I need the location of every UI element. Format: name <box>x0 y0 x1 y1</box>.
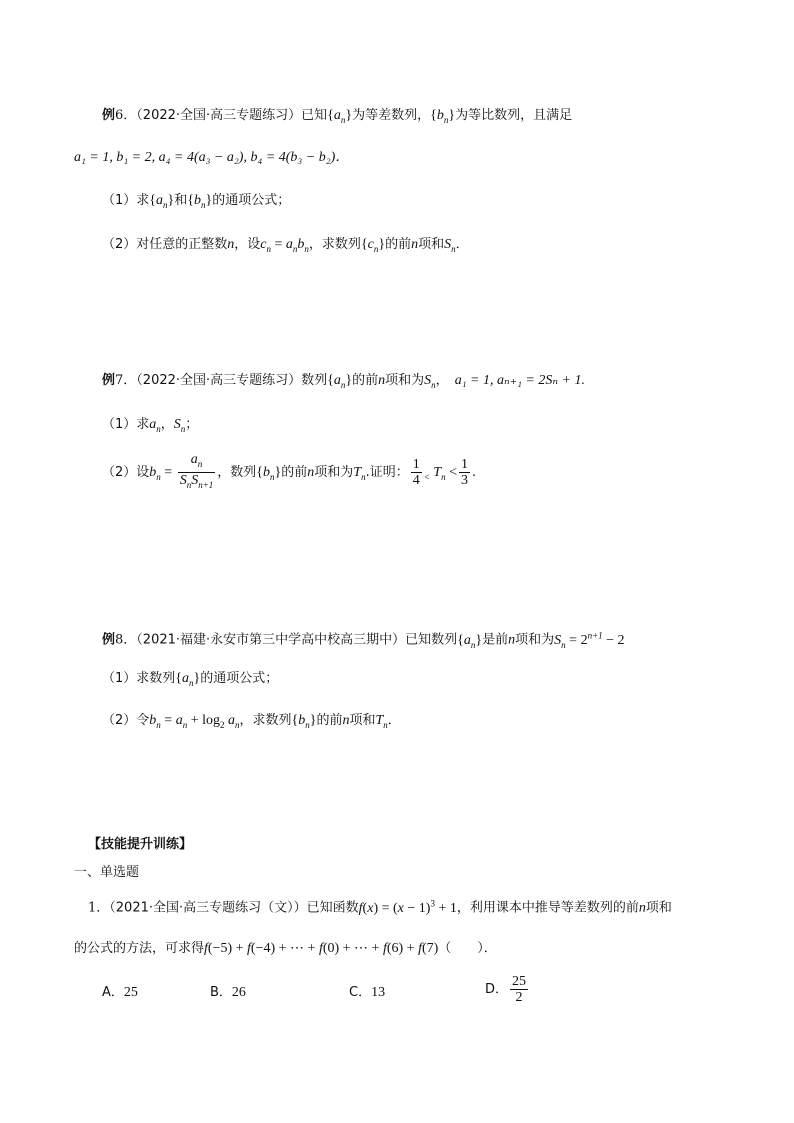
q1-option-d[interactable]: D． $\frac{25}{2}$ <box>485 974 527 1005</box>
q1-option-b[interactable]: B．26 <box>210 985 246 1000</box>
ex6-question-2: （2）对任意的正整数n，设$c_n = a_nb_n$，求数列$\{c_n\}$的前n项和$S_n$． <box>102 237 469 254</box>
ex6-source: （2022·全国·高三专题练习） <box>136 108 302 123</box>
q1-option-c[interactable]: C．13 <box>349 985 386 1000</box>
ex8-stem: 例8．（2021·福建·永安市第三中学高中校高三期中）已知数列$\{a_n\}$是前n项和为$S_n = 2^{n+1} - 2$ <box>102 630 625 650</box>
ex6-number: 6． <box>115 108 137 123</box>
ex6-condition: a₁ = 1, b₁ = 2, a₄ = 4(a₃ − a₂), b₄ = 4(b₃ − b₂)． <box>74 150 350 165</box>
ex6-label: 例 <box>102 108 116 123</box>
option-d-fraction: $\frac{25}{2}$ <box>512 974 527 1005</box>
ex7-label: 例 <box>102 373 116 388</box>
ex8-question-1: （1）求数列$\{a_n\}$的通项公式； <box>102 671 279 688</box>
ex6-question-1: （1）求$\{a_n\}$和$\{b_n\}$的通项公式； <box>102 193 291 210</box>
ex8-source: （2021·福建·永安市第三中学高中校高三期中） <box>136 632 406 648</box>
ex7-source: （2022·全国·高三专题练习） <box>136 373 302 388</box>
q1-stem-line2: 的公式的方法，可求得f(−5) + f(−4) + ⋯ + f(0) + ⋯ + f(6) + f(7)（ ）． <box>74 941 497 956</box>
q1-source: （2021·全国·高三专题练习（文）） <box>109 900 307 916</box>
ex7-condition: a₁ = 1, aₙ₊₁ = 2Sₙ + 1. <box>454 373 586 388</box>
ex6-stem: 例6．（2022·全国·高三专题练习）已知$\{a_n\}$为等差数列，$\{b_n\}$为等比数列，且满足 <box>102 108 573 125</box>
ex7-question-2: （2）设$b_n$ = $\frac{a_n}{S_nS_{n+1}}$ ，数列$\{b_n\}$的前n项和为$T_n$.证明： $\frac{1}{4}$ $_<$ $T_n$ < $\frac{1}{3}$ . <box>102 452 476 495</box>
ex7-question-1: （1）求$a_n$，$S_n$； <box>102 417 199 434</box>
q1-number: 1． <box>88 900 110 916</box>
ex8-question-2: （2）令$b_n = a_n + \log_2 a_n$，求数列$\{b_n\}$的前n项和$T_n$． <box>102 713 401 730</box>
ex8-label: 例 <box>102 632 116 648</box>
ex8-number: 8． <box>115 632 137 648</box>
q1-option-a[interactable]: A．25 <box>102 985 138 1000</box>
ex7-fraction: $\frac{a_n}{S_nS_{n+1}}$ <box>179 452 214 490</box>
q1-stem: 1．（2021·全国·高三专题练习（文））已知函数$f(x) = (x - 1)^3 + 1$，利用课本中推导等差数列的前n项和 <box>88 898 672 916</box>
ex7-number: 7． <box>115 373 137 388</box>
skills-title: 【技能提升训练】 <box>88 837 193 852</box>
section-single-choice: 一、单选题 <box>74 865 140 880</box>
ex7-stem: 例7．（2022·全国·高三专题练习）数列$\{a_n\}$的前n项和为$S_n$， a₁ = 1, aₙ₊₁ = 2Sₙ + 1. <box>102 373 586 390</box>
